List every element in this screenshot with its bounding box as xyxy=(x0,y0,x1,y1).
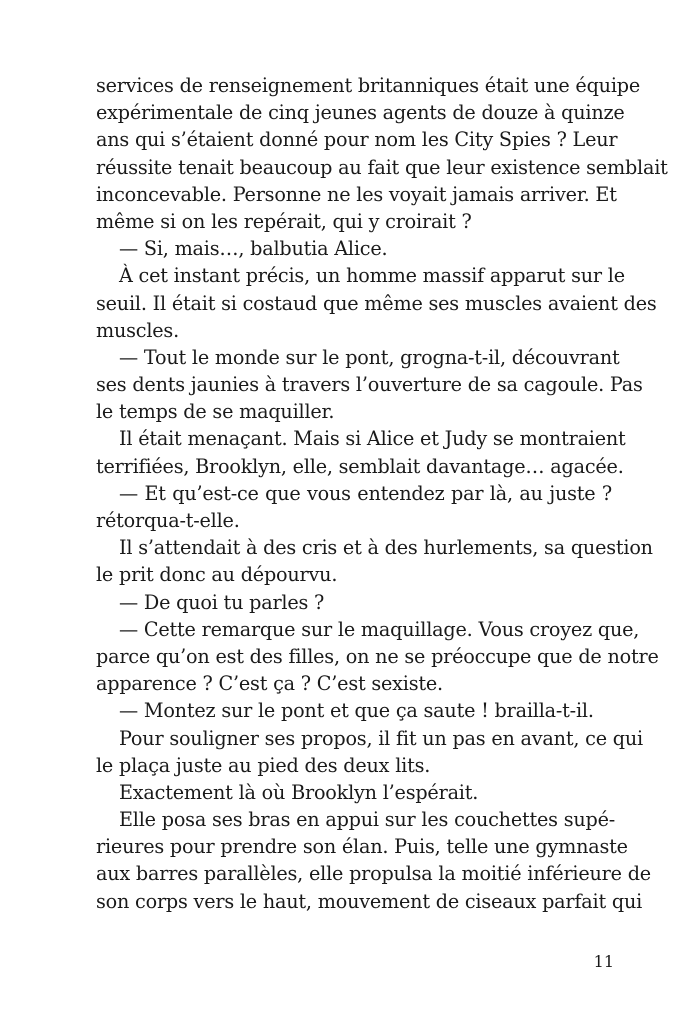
text-line: le plaça juste au pied des deux lits. xyxy=(96,753,431,777)
text-line: parce qu’on est des filles, on ne se préoccupe que de notre xyxy=(96,644,659,668)
text-line: — Tout le monde sur le pont, grogna-t-il, découvrant xyxy=(119,345,620,369)
text-line: le prit donc au dépourvu. xyxy=(96,563,338,587)
text-line: aux barres parallèles, elle propulsa la moitié inférieure de xyxy=(96,862,651,886)
text-line: même si on les repérait, qui y croirait ? xyxy=(96,209,472,233)
text-line: À cet instant précis, un homme massif apparut sur le xyxy=(119,264,625,288)
text-line: — Cette remarque sur le maquillage. Vous croyez que, xyxy=(119,617,640,641)
book-page-text xyxy=(96,72,668,915)
text-line: terrifiées, Brooklyn, elle, semblait davantage… agacée. xyxy=(96,454,624,478)
text-line: — Et qu’est-ce que vous entendez par là, au juste ? xyxy=(119,481,612,505)
text-line: ans qui s’étaient donné pour nom les City Spies ? Leur xyxy=(96,128,618,152)
text-line: rieures pour prendre son élan. Puis, telle une gymnaste xyxy=(96,835,628,859)
text-line: son corps vers le haut, mouvement de ciseaux parfait qui xyxy=(96,889,643,913)
text-line: inconcevable. Personne ne les voyait jamais arriver. Et xyxy=(96,182,617,206)
text-line: Elle posa ses bras en appui sur les couchettes supé- xyxy=(119,808,616,832)
text-line: — Si, mais…, balbutia Alice. xyxy=(119,237,388,261)
text-line: muscles. xyxy=(96,318,179,342)
text-line: services de renseignement britanniques était une équipe xyxy=(96,74,640,97)
text-line: seuil. Il était si costaud que même ses muscles avaient des xyxy=(96,291,657,315)
text-line: — De quoi tu parles ? xyxy=(119,590,325,614)
text-line: Exactement là où Brooklyn l’espérait. xyxy=(119,780,479,804)
text-line: expérimentale de cinq jeunes agents de douze à quinze xyxy=(96,101,625,125)
text-line: rétorqua-t-elle. xyxy=(96,509,240,532)
text-line: Pour souligner ses propos, il fit un pas en avant, ce qui xyxy=(119,726,643,750)
page-number: 11 xyxy=(593,952,614,971)
text-line: le temps de se maquiller. xyxy=(96,400,335,424)
text-line: Il s’attendait à des cris et à des hurlements, sa question xyxy=(119,536,653,560)
text-line: ses dents jaunies à travers l’ouverture de sa cagoule. Pas xyxy=(96,373,643,397)
text-line: Il était menaçant. Mais si Alice et Judy se montraient xyxy=(119,427,626,451)
text-line: — Montez sur le pont et que ça saute ! brailla-t-il. xyxy=(119,699,594,723)
text-line: apparence ? C’est ça ? C’est sexiste. xyxy=(96,672,443,696)
text-line: réussite tenait beaucoup au fait que leur existence semblait xyxy=(96,155,668,179)
